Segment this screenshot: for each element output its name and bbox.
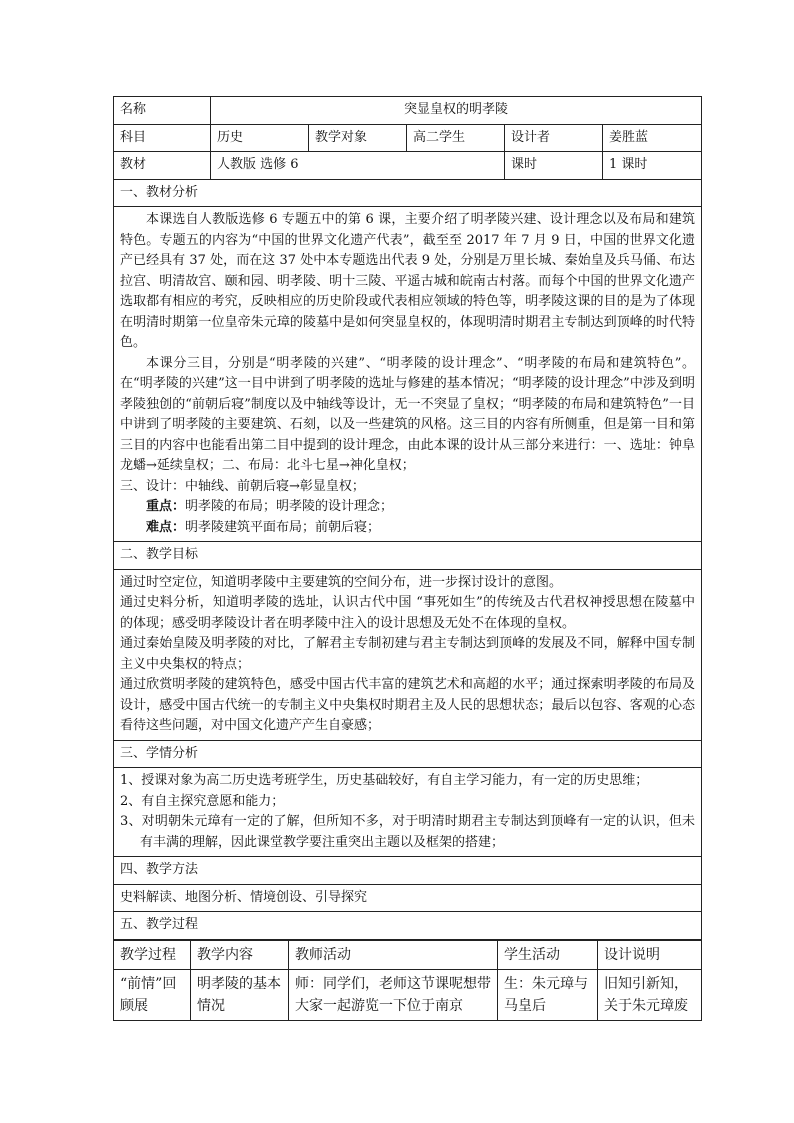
section3-body (114, 768, 702, 857)
section2-body-row (114, 569, 702, 740)
section4-body-row (114, 884, 702, 912)
textbook-row (114, 152, 702, 180)
section2-body (114, 569, 702, 740)
name-label: 名称 (114, 97, 211, 125)
process-header-teacher: 教师活动 (289, 940, 498, 969)
goal-2-quote: “事死如生” (416, 595, 483, 610)
section1-paragraph-3: 三、设计：中轴线、前朝后寝→彰显皇权； (120, 478, 365, 494)
section4-title: 四、教学方法 (114, 857, 702, 885)
process-student-activity: 生：朱元璋与马皇后 (498, 969, 598, 1020)
section5-title: 五、教学过程 (114, 912, 702, 940)
document-page (113, 96, 701, 1021)
textbook-label: 教材 (114, 152, 211, 180)
process-header-row (114, 940, 702, 969)
difficult-points-label: 难点： (146, 519, 186, 535)
subject-label: 科目 (114, 124, 211, 152)
section3-body-row (114, 768, 702, 857)
process-header-notes: 设计说明 (598, 940, 702, 969)
process-header-student: 学生活动 (498, 940, 598, 969)
section5-title-row (114, 912, 702, 940)
section1-paragraph-2: 本课分三目，分别是“明孝陵的兴建”、“明孝陵的设计理念”、“明孝陵的布局和建筑特色”。在“明孝陵的兴建”这一目中讲到了明孝陵的选址与修建的基本情况；“明孝陵的设计理念”中涉及到明孝陵独创的“前朝后寝”制度以及中轴线等设计，无一不突显了皇权；“明孝陵的布局和建筑特色”一目中讲到了明孝陵的主要建筑、石刻，以及一些建筑的风格。这三目的内容有所侧重，但是第一目和第三目的内容中也能看出第二目中提到的设计理念，由此本课的设计从三部分来进行：一、选址：钟阜龙蟠→延续皇权；二、布局：北斗七星→神化皇权； (120, 355, 696, 473)
section2-title: 二、教学目标 (114, 542, 702, 570)
student-analysis-item-1: 1、授课对象为高二历史选考班学生，历史基础较好，有自主学习能力，有一定的历史思维； (120, 773, 649, 788)
process-content: 明孝陵的基本情况 (191, 969, 289, 1020)
period-value: 1 课时 (603, 152, 702, 180)
goal-2 (120, 593, 695, 634)
audience-label: 教学对象 (309, 124, 407, 152)
section4-title-row (114, 857, 702, 885)
goal-1: 通过时空定位，知道明孝陵中主要建筑的空间分布，进一步探讨设计的意图。 (120, 574, 563, 590)
section2-title-row (114, 542, 702, 570)
section1-title: 一、教材分析 (114, 179, 702, 207)
key-points (120, 497, 695, 518)
goal-4: 通过欣赏明孝陵的建筑特色，感受中国古代丰富的建筑艺术和高超的水平；通过探索明孝陵的布局及设计，感受中国古代统一的专制主义中央集权时期君主及人民的思想状态；最后以包容、客观的心态看待这些问题，对中国文化遗产产生自豪感； (120, 677, 696, 733)
designer-label: 设计者 (505, 124, 603, 152)
section1-body-row (114, 207, 702, 542)
textbook-value: 人教版 选修 6 (211, 152, 505, 180)
section3-title: 三、学情分析 (114, 740, 702, 768)
section1-body (114, 207, 702, 542)
process-teacher-activity: 师：同学们，老师这节课呢想带大家一起游览一下位于南京 (289, 969, 498, 1020)
process-row (114, 969, 702, 1020)
audience-value: 高二学生 (407, 124, 505, 152)
process-table (113, 940, 702, 1021)
difficult-points-text: 明孝陵建筑平面布局；前朝后寝； (185, 519, 381, 535)
goal-2-part-a: 通过史料分析，知道明孝陵的选址，认识古代中国 (120, 595, 417, 610)
section1-paragraph-1: 本课选自人教版选修 6 专题五中的第 6 课，主要介绍了明孝陵兴建、设计理念以及布局和建筑特色。专题五的内容为“中国的世界文化遗产代表”，截至至 2017 年 7 月 9 日，中国的世界文化遗产已经具有 37 处，而在这 37 处中本专题选出代表 9 处，分别是万里长城、秦始皇及兵马俑、布达拉宫、明清故宫、颐和园、明孝陵、明十三陵、平遥古城和皖南古村落。而每个中国的世界文化遗产选取都有相应的考究，反映相应的历史阶段或代表相应领域的特色等，明孝陵这课的目的是为了体现在明清时期第一位皇帝朱元璋的陵墓中是如何突显皇权的，体现明清时期君主专制达到顶峰的时代特色。 (120, 212, 696, 350)
process-header-content: 教学内容 (191, 940, 289, 969)
difficult-points (120, 518, 695, 539)
process-design-note: 旧知引新知，关于朱元璋废 (598, 969, 702, 1020)
name-row (114, 97, 702, 125)
process-header-stage: 教学过程 (114, 940, 191, 969)
subject-row (114, 124, 702, 152)
goal-3: 通过秦始皇陵及明孝陵的对比，了解君主专制初建与君主专制达到顶峰的发展及不同，解释中国专制主义中央集权的特点； (120, 636, 696, 672)
key-points-label: 重点： (146, 499, 186, 514)
process-stage: “前情”回顾展 (114, 969, 191, 1020)
section1-title-row (114, 179, 702, 207)
lesson-plan-table (113, 96, 702, 940)
student-analysis-item-2: 2、有自主探究意愿和能力； (120, 793, 285, 809)
goal-2-part-b: 的传统及古代君权神授思想在陵墓中的体现；感受明孝陵设计者在明孝陵中注入的设计思想及无处不在体现的皇权。 (120, 595, 696, 631)
teaching-methods: 史料解读、地图分析、情境创设、引导探究 (114, 884, 702, 912)
period-label: 课时 (505, 152, 603, 180)
designer-value: 姜胜蓝 (603, 124, 702, 152)
lesson-title: 突显皇权的明孝陵 (211, 97, 702, 125)
section3-title-row (114, 740, 702, 768)
subject-value: 历史 (211, 124, 309, 152)
student-analysis-item-3: 3、对明朝朱元璋有一定的了解，但所知不多，对于明清时期君主专制达到顶峰有一定的认识，但未有丰满的理解，因此课堂教学要注重突出主题以及框架的搭建； (120, 814, 696, 850)
key-points-text: 明孝陵的布局；明孝陵的设计理念； (185, 499, 394, 514)
